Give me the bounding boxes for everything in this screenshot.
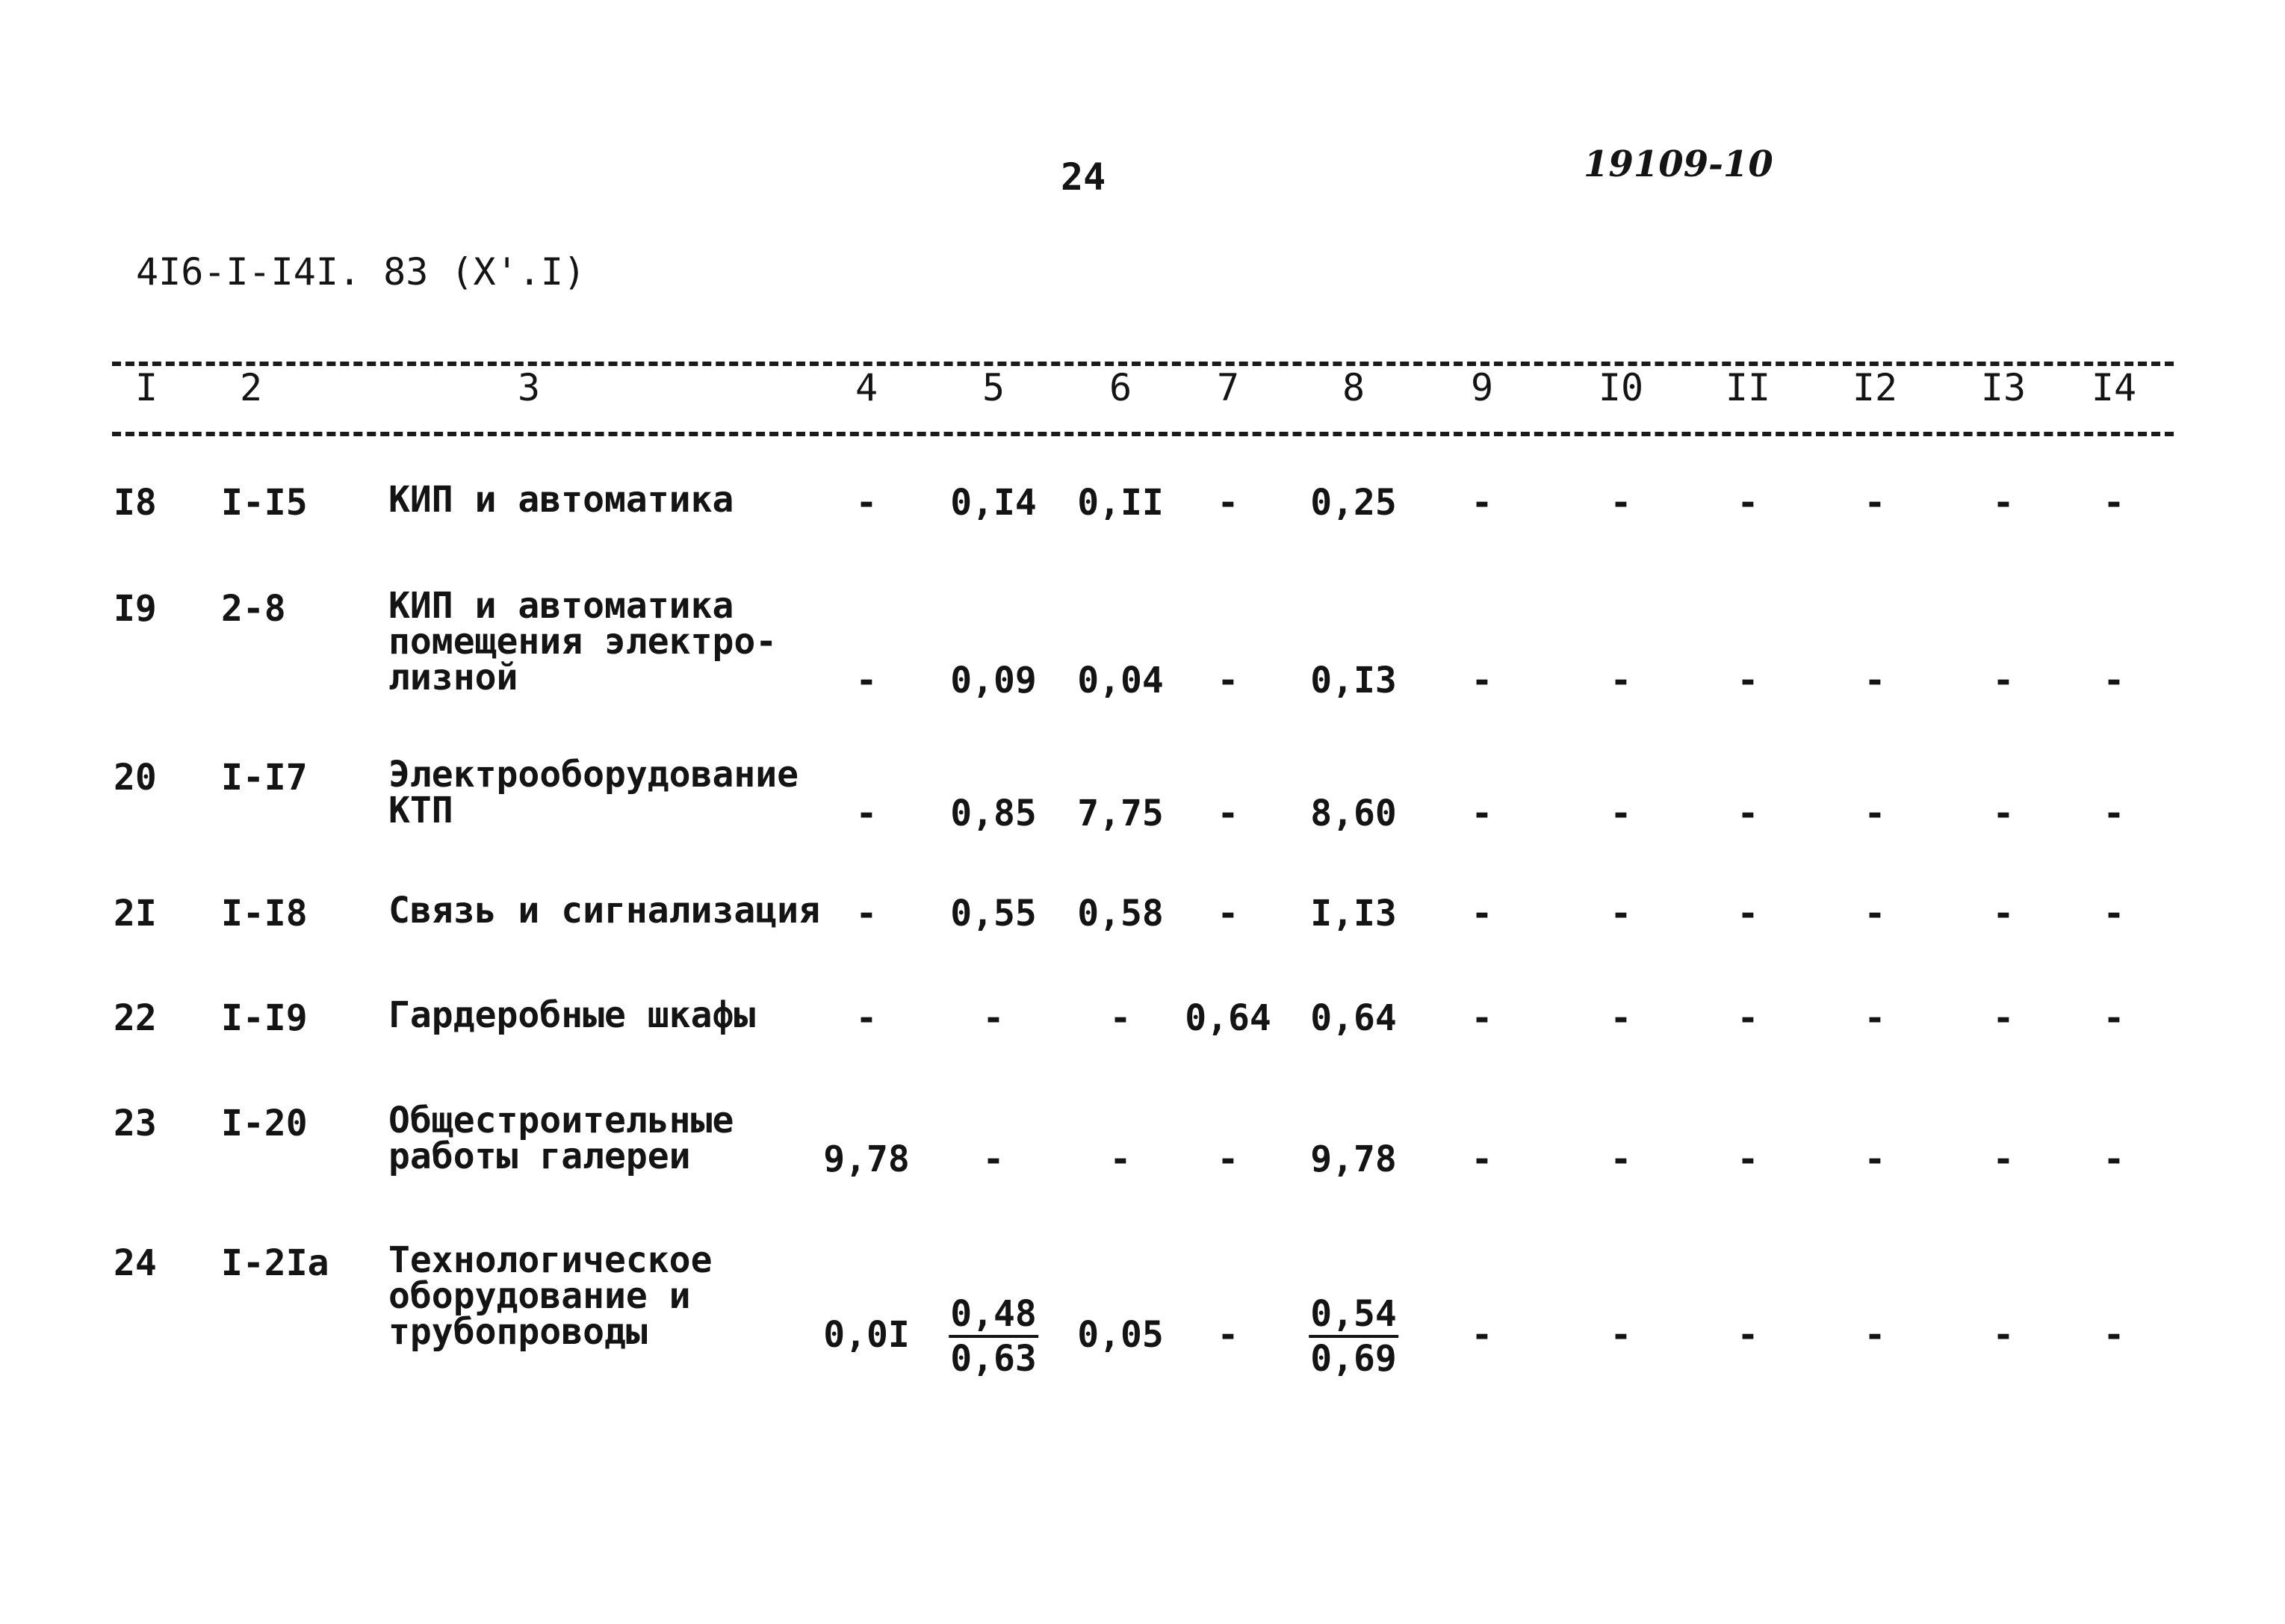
row-number: 24	[114, 1242, 157, 1284]
row-c11-value: -	[1737, 997, 1759, 1039]
row-c12-value: -	[1864, 1314, 1886, 1356]
row-c6-value: -	[1109, 997, 1132, 1039]
row-code: I-I7	[221, 757, 308, 799]
row-c4-value: -	[855, 997, 878, 1039]
row-c5-value: 0,55	[950, 893, 1037, 935]
row-c5-value: 0,09	[950, 660, 1037, 701]
row-c7-value: -	[1217, 893, 1239, 935]
row-code: I-I8	[221, 893, 308, 935]
row-c10-value: -	[1610, 793, 1632, 834]
row-c10-value: -	[1610, 660, 1632, 701]
row-c11-value: -	[1737, 1138, 1759, 1180]
row-name	[388, 890, 820, 932]
row-c13-value: -	[1992, 893, 2015, 935]
document-code: 4I6-I-I4I. 83 (X'.I)	[136, 250, 586, 294]
fraction-denominator: 0,69	[1310, 1338, 1397, 1380]
row-name-line: работы галереи	[388, 1135, 691, 1177]
row-number: 23	[114, 1103, 157, 1144]
row-name	[388, 754, 799, 831]
row-c8-value: I,I3	[1310, 893, 1397, 935]
row-c10-value: -	[1610, 1138, 1632, 1180]
row-number: 22	[114, 997, 157, 1039]
row-c13-value: -	[1992, 1314, 2015, 1356]
row-c9-value: -	[1471, 793, 1493, 834]
row-c8-value: 0,I3	[1310, 660, 1397, 701]
row-name-line: Технологическое	[388, 1239, 713, 1281]
row-c4-value: 9,78	[823, 1138, 910, 1180]
row-c9-value: -	[1471, 482, 1493, 524]
page-number: 24	[1061, 155, 1106, 199]
row-c13-value: -	[1992, 793, 2015, 834]
row-name-line: КИП и автоматика	[388, 585, 734, 627]
row-number: 2I	[114, 893, 157, 935]
row-c14-value: -	[2103, 1138, 2125, 1180]
row-c7-value: -	[1217, 1314, 1239, 1356]
row-c5-fraction	[949, 1293, 1038, 1380]
row-c9-value: -	[1471, 893, 1493, 935]
row-c8-fraction	[1309, 1293, 1398, 1380]
row-number: I8	[114, 482, 157, 524]
row-c14-value: -	[2103, 997, 2125, 1039]
row-c12-value: -	[1864, 997, 1886, 1039]
row-c5-value: 0,I4	[950, 482, 1037, 524]
row-c9-value: -	[1471, 1314, 1493, 1356]
header-col-13: I3	[1980, 366, 2027, 409]
fraction	[949, 1293, 1038, 1380]
fraction-numerator: 0,48	[949, 1293, 1038, 1338]
row-c9-value: -	[1471, 1138, 1493, 1180]
header-bottom-rule	[112, 432, 2174, 436]
header-col-12: I2	[1852, 366, 1898, 409]
row-c12-value: -	[1864, 793, 1886, 834]
row-name-line: помещения электро-	[388, 621, 778, 663]
row-name-line: трубопроводы	[388, 1311, 648, 1353]
row-c8-value: 9,78	[1310, 1138, 1397, 1180]
row-code: 2-8	[221, 588, 286, 630]
header-col-1: I	[134, 366, 158, 409]
row-number: 20	[114, 757, 157, 799]
fraction-numerator: 0,54	[1309, 1293, 1398, 1338]
header-col-3: 3	[517, 366, 541, 409]
row-c10-value: -	[1610, 997, 1632, 1039]
row-code: I-2Ia	[221, 1242, 329, 1284]
row-c7-value: 0,64	[1185, 997, 1271, 1039]
row-c11-value: -	[1737, 660, 1759, 701]
row-c11-value: -	[1737, 793, 1759, 834]
row-c5-value: -	[982, 997, 1005, 1039]
fraction	[1309, 1293, 1398, 1380]
row-c14-value: -	[2103, 893, 2125, 935]
row-c13-value: -	[1992, 1138, 2015, 1180]
row-c12-value: -	[1864, 660, 1886, 701]
row-c12-value: -	[1864, 893, 1886, 935]
row-c7-value: -	[1217, 1138, 1239, 1180]
row-c7-value: -	[1217, 793, 1239, 834]
row-c8-value: 8,60	[1310, 793, 1397, 834]
row-name-line: оборудование и	[388, 1275, 691, 1317]
row-c14-value: -	[2103, 660, 2125, 701]
row-c8-value: 0,25	[1310, 482, 1397, 524]
row-code: I-I9	[221, 997, 308, 1039]
row-name	[388, 585, 778, 698]
row-name-line: лизной	[388, 657, 518, 698]
row-c14-value: -	[2103, 1314, 2125, 1356]
row-c6-value: 7,75	[1077, 793, 1164, 834]
row-c10-value: -	[1610, 482, 1632, 524]
row-code: I-I5	[221, 482, 308, 524]
header-col-10: I0	[1598, 366, 1644, 409]
row-c10-value: -	[1610, 893, 1632, 935]
row-c6-value: 0,05	[1077, 1314, 1164, 1356]
row-name-line: Связь и сигнализация	[388, 890, 820, 932]
header-col-8: 8	[1342, 366, 1365, 409]
row-c5-value: 0,85	[950, 793, 1037, 834]
row-c6-value: 0,58	[1077, 893, 1164, 935]
header-col-6: 6	[1109, 366, 1132, 409]
row-name-line: КТП	[388, 790, 453, 831]
row-c14-value: -	[2103, 793, 2125, 834]
row-c4-value: -	[855, 793, 878, 834]
row-c4-value: -	[855, 660, 878, 701]
row-c7-value: -	[1217, 660, 1239, 701]
row-c11-value: -	[1737, 1314, 1759, 1356]
row-name	[388, 1100, 734, 1177]
row-c9-value: -	[1471, 660, 1493, 701]
header-col-2: 2	[239, 366, 263, 409]
row-c7-value: -	[1217, 482, 1239, 524]
row-c8-value: 0,64	[1310, 997, 1397, 1039]
row-c4-value: -	[855, 482, 878, 524]
row-c6-value: 0,II	[1077, 482, 1164, 524]
row-c4-value: 0,0I	[823, 1314, 910, 1356]
row-c13-value: -	[1992, 482, 2015, 524]
row-c14-value: -	[2103, 482, 2125, 524]
row-name-line: КИП и автоматика	[388, 479, 734, 521]
header-col-5: 5	[982, 366, 1005, 409]
header-col-14: I4	[2091, 366, 2137, 409]
row-c5-value: -	[982, 1138, 1005, 1180]
row-c9-value: -	[1471, 997, 1493, 1039]
header-col-11: II	[1725, 366, 1771, 409]
row-c13-value: -	[1992, 660, 2015, 701]
fraction-denominator: 0,63	[950, 1338, 1037, 1380]
header-col-4: 4	[855, 366, 878, 409]
row-name	[388, 1239, 713, 1353]
row-code: I-20	[221, 1103, 308, 1144]
row-c10-value: -	[1610, 1314, 1632, 1356]
row-c12-value: -	[1864, 1138, 1886, 1180]
row-c6-value: 0,04	[1077, 660, 1164, 701]
header-col-9: 9	[1470, 366, 1494, 409]
row-c12-value: -	[1864, 482, 1886, 524]
header-col-7: 7	[1216, 366, 1240, 409]
row-name-line: Общестроительные	[388, 1100, 734, 1141]
row-name-line: Гардеробные шкафы	[388, 994, 756, 1036]
row-c13-value: -	[1992, 997, 2015, 1039]
row-name-line: Электрооборудование	[388, 754, 799, 796]
row-c11-value: -	[1737, 893, 1759, 935]
row-name	[388, 994, 756, 1036]
row-c6-value: -	[1109, 1138, 1132, 1180]
handwritten-note: 19109-10	[1584, 143, 1773, 185]
row-c11-value: -	[1737, 482, 1759, 524]
row-name	[388, 479, 734, 521]
row-number: I9	[114, 588, 157, 630]
row-c4-value: -	[855, 893, 878, 935]
